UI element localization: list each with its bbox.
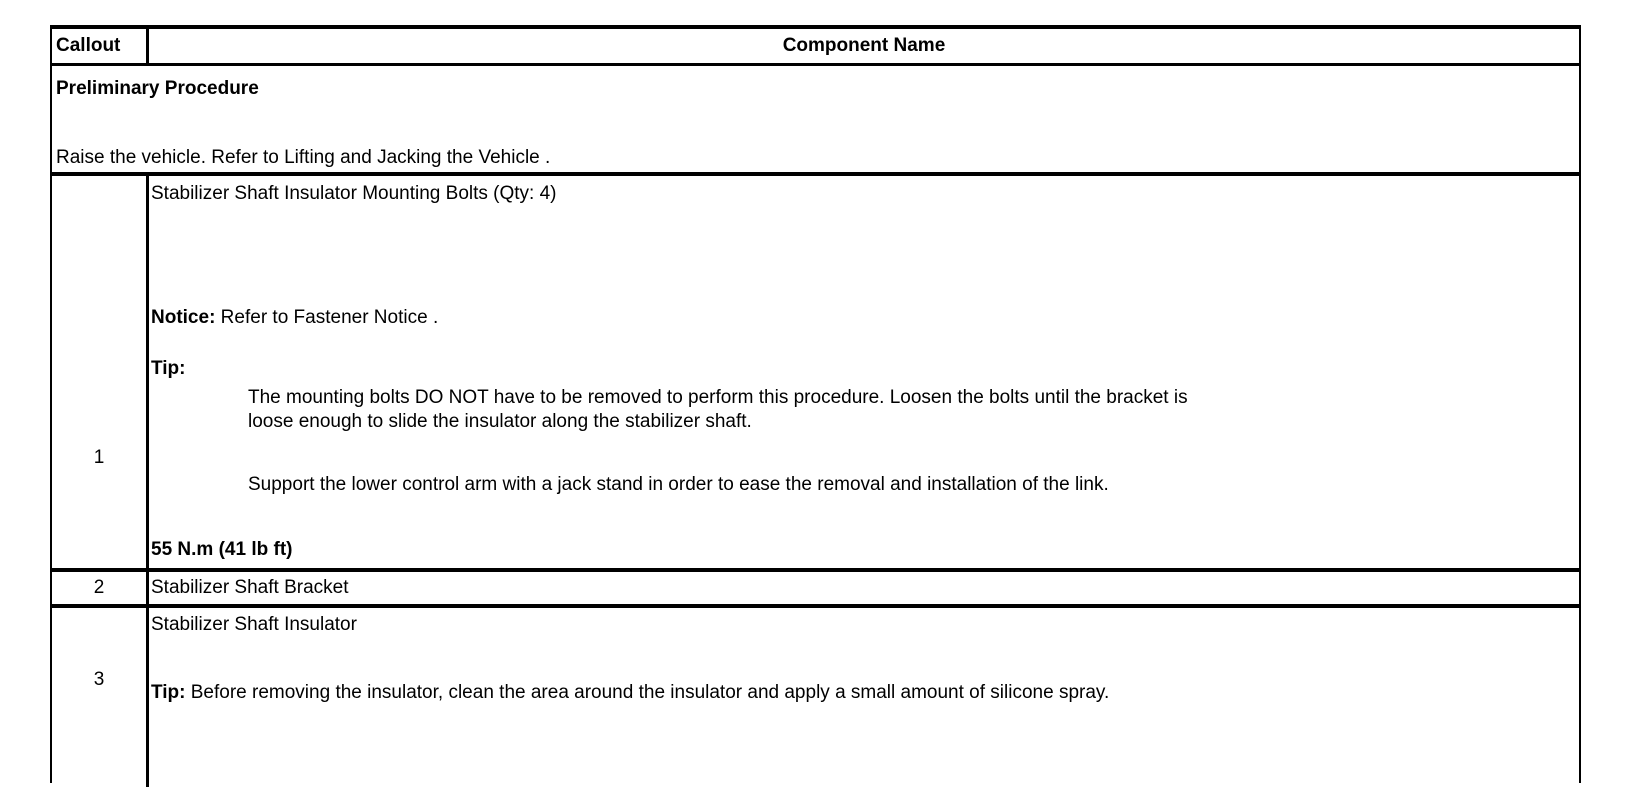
component-name-3: Stabilizer Shaft Insulator <box>151 614 357 635</box>
torque-spec: 55 N.m (41 lb ft) <box>151 539 293 560</box>
row-separator <box>52 172 1579 176</box>
notice-line <box>151 307 438 329</box>
callout-divider <box>146 608 149 787</box>
tip-line-2: loose enough to slide the insulator along the stabilizer shaft. <box>248 411 752 432</box>
tip-text-3: Before removing the insulator, clean the area around the insulator and apply a small amount of silicone spray. <box>185 682 1110 703</box>
component-table <box>50 25 1581 783</box>
notice-label: Notice: <box>151 307 216 328</box>
row-separator <box>52 568 1579 572</box>
tip-line-3: Support the lower control arm with a jack stand in order to ease the removal and installation of the link. <box>248 474 1109 495</box>
notice-text: Refer to Fastener Notice . <box>215 307 439 328</box>
callout-divider <box>146 572 149 604</box>
row-separator <box>52 604 1579 608</box>
preliminary-title: Preliminary Procedure <box>56 78 259 99</box>
callout-number-1: 1 <box>93 447 105 468</box>
component-name-1: Stabilizer Shaft Insulator Mounting Bolts (Qty: 4) <box>151 183 557 204</box>
tip-line-row3 <box>151 682 1109 704</box>
component-name-2: Stabilizer Shaft Bracket <box>151 577 349 598</box>
callout-divider <box>146 176 149 568</box>
component-name-header: Component Name <box>782 35 946 56</box>
row-separator <box>52 63 1579 66</box>
callout-header: Callout <box>56 35 121 56</box>
tip-label-1: Tip: <box>151 358 186 379</box>
preliminary-text: Raise the vehicle. Refer to Lifting and Jacking the Vehicle . <box>56 147 551 168</box>
tip-line-1: The mounting bolts DO NOT have to be removed to perform this procedure. Loosen the bolts until the bracket is <box>248 387 1188 408</box>
callout-number-3: 3 <box>93 669 105 690</box>
tip-label-3: Tip: <box>151 682 186 703</box>
callout-number-2: 2 <box>93 577 105 598</box>
